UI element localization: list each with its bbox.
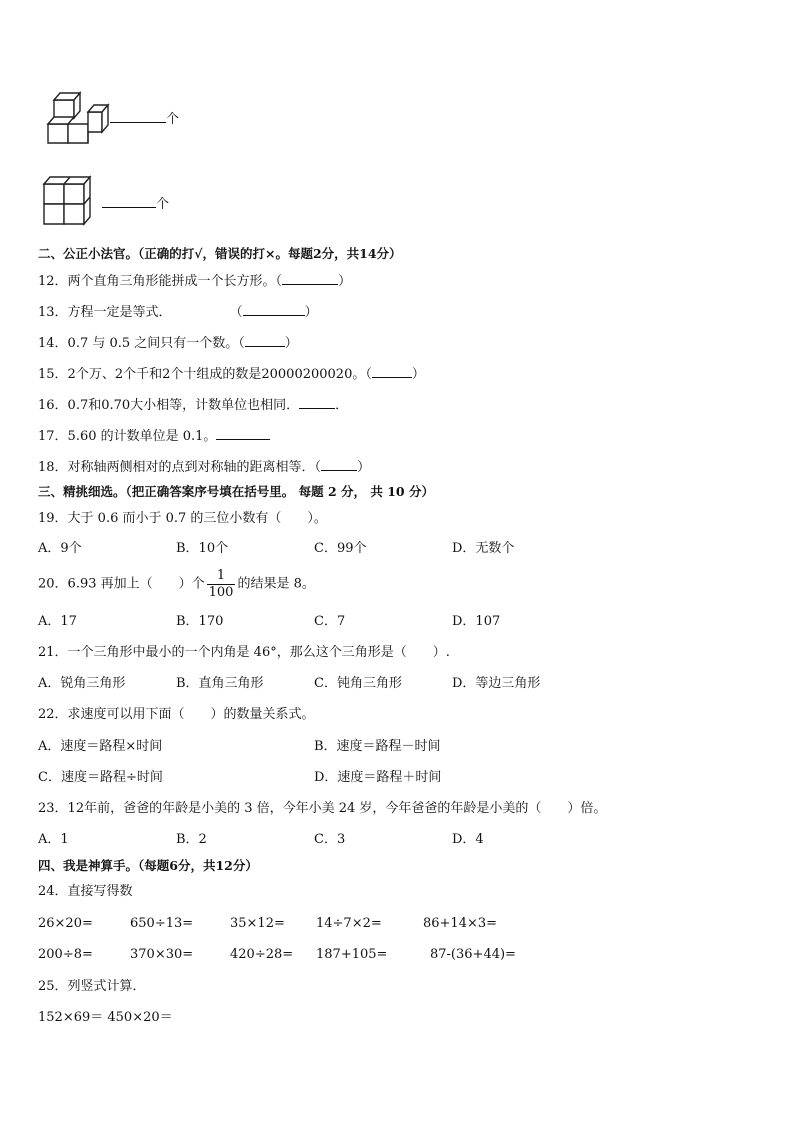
- option-b[interactable]: B．2: [176, 832, 207, 847]
- option-d[interactable]: D．4: [452, 832, 484, 847]
- option-a[interactable]: A．1: [38, 832, 69, 847]
- answer-blank[interactable]: [243, 303, 305, 316]
- answer-blank[interactable]: [102, 195, 156, 208]
- question-16: 16．0.7和0.70大小相等，计数单位也相同． ．: [38, 398, 349, 413]
- question-24-stem: 24．直接写得数: [38, 884, 133, 899]
- calc-item: 420÷28=: [230, 947, 294, 962]
- answer-blank[interactable]: [110, 110, 166, 123]
- question-25-row: 152×69＝ 450×20＝: [38, 1010, 173, 1025]
- question-15: 15．2个万、2个千和2个十组成的数是20000200020。（ ）: [38, 367, 425, 382]
- section-3-title: 三、精挑细选。（把正确答案序号填在括号里。 每题 2 分， 共 10 分）: [38, 484, 434, 499]
- option-a[interactable]: A．速度＝路程×时间: [38, 739, 163, 754]
- answer-blank[interactable]: [216, 427, 270, 440]
- answer-blank[interactable]: [321, 458, 357, 471]
- answer-blank[interactable]: [282, 272, 338, 285]
- calc-item: 187+105=: [316, 947, 388, 962]
- option-d[interactable]: D．等边三角形: [452, 676, 541, 691]
- calc-item: 26×20=: [38, 916, 93, 931]
- option-a[interactable]: A．17: [38, 614, 77, 629]
- calc-item: 87-(36+44)=: [430, 947, 516, 962]
- cube-stack-figure-1: [44, 88, 114, 148]
- option-c[interactable]: C．速度＝路程÷时间: [38, 770, 163, 785]
- question-22-stem: 22．求速度可以用下面（ ）的数量关系式。: [38, 707, 315, 722]
- calc-item: 650÷13=: [130, 916, 194, 931]
- cube-stack-figure-2: [40, 174, 100, 230]
- question-13: 13．方程一定是等式． （ ）: [38, 305, 318, 320]
- question-14: 14．0.7 与 0.5 之间只有一个数。（ ）: [38, 336, 298, 351]
- section-2-title: 二、公正小法官。（正确的打√，错误的打×。每题2分，共14分）: [38, 246, 402, 261]
- answer-blank[interactable]: [299, 396, 335, 409]
- option-b[interactable]: B．170: [176, 614, 224, 629]
- option-d[interactable]: D．无数个: [452, 541, 515, 556]
- answer-blank[interactable]: [372, 365, 412, 378]
- option-c[interactable]: C．7: [314, 614, 346, 629]
- calc-item: 14÷7×2=: [316, 916, 382, 931]
- question-18: 18．对称轴两侧相对的点到对称轴的距离相等．（ ）: [38, 460, 371, 475]
- question-23-stem: 23．12年前，爸爸的年龄是小美的 3 倍，今年小美 24 岁，今年爸爸的年龄是小美的（ ）倍。: [38, 801, 607, 816]
- option-b[interactable]: B．直角三角形: [176, 676, 264, 691]
- question-19-stem: 19．大于 0.6 而小于 0.7 的三位小数有（ ）。: [38, 511, 327, 526]
- calc-item: 86+14×3=: [423, 916, 498, 931]
- option-b[interactable]: B．10个: [176, 541, 229, 556]
- question-12: 12．两个直角三角形能拼成一个长方形。（ ）: [38, 274, 352, 289]
- option-c[interactable]: C．3: [314, 832, 346, 847]
- figure-1-answer: 个: [110, 110, 179, 128]
- option-d[interactable]: D．速度＝路程＋时间: [314, 770, 442, 785]
- calc-item: 35×12=: [230, 916, 285, 931]
- section-4-title: 四、我是神算手。（每题6分，共12分）: [38, 858, 258, 873]
- calc-item: 370×30=: [130, 947, 194, 962]
- option-d[interactable]: D．107: [452, 614, 501, 629]
- fraction: $\frac{1}{100}$: [208, 568, 234, 600]
- option-b[interactable]: B．速度＝路程－时间: [314, 739, 441, 754]
- question-21-stem: 21．一个三角形中最小的一个内角是 46°，那么这个三角形是（ ）.: [38, 645, 450, 660]
- question-20-stem: 20．6.93 再加上（ ）个 $\frac{1}{100}$ 的结果是 8。: [38, 568, 315, 600]
- calc-item: 200÷8=: [38, 947, 93, 962]
- option-c[interactable]: C．钝角三角形: [314, 676, 402, 691]
- question-25-stem: 25．列竖式计算．: [38, 979, 146, 994]
- question-17: 17．5.60 的计数单位是 0.1。: [38, 427, 270, 445]
- option-a[interactable]: A．锐角三角形: [38, 676, 126, 691]
- option-c[interactable]: C．99个: [314, 541, 367, 556]
- option-a[interactable]: A．9个: [38, 541, 82, 556]
- answer-blank[interactable]: [245, 334, 285, 347]
- figure-2-answer: 个: [102, 195, 169, 213]
